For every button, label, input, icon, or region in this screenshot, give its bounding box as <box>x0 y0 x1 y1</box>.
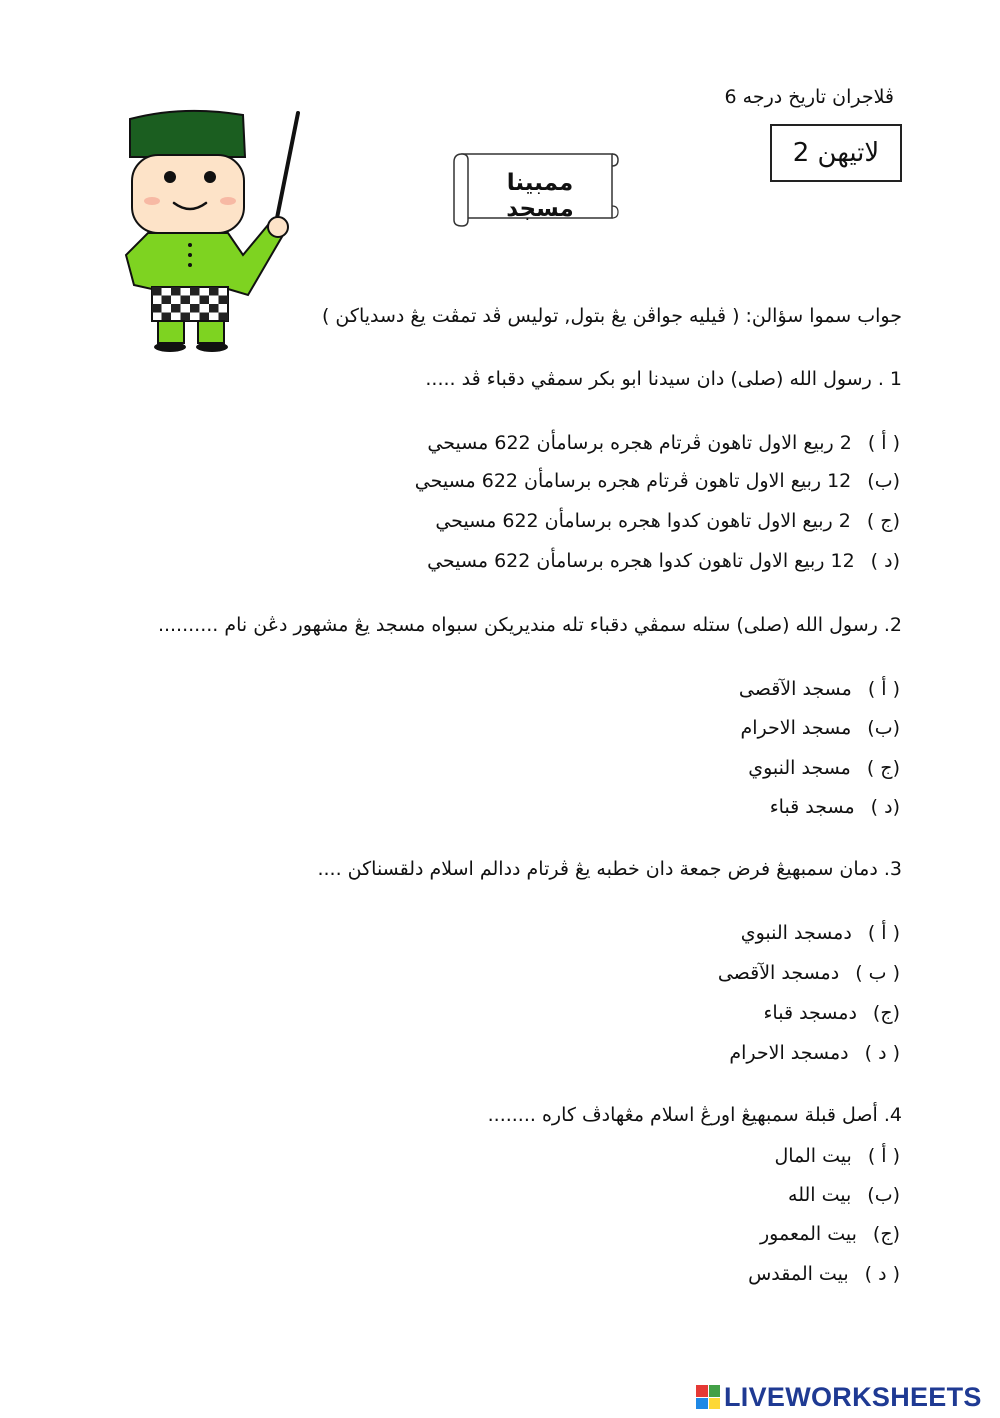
option-text: بيت المعمور <box>759 1223 857 1245</box>
q4-option-d[interactable] <box>748 1263 900 1285</box>
option-letter: ( أ ) <box>867 432 900 454</box>
option-text: بيت المقدس <box>748 1263 849 1285</box>
exercise-box: لاتيهن 2 <box>770 124 902 182</box>
option-text: دمسجد قباء <box>763 1002 857 1024</box>
option-text: مسجد الاحرام <box>740 717 852 739</box>
option-text: دمسجد النبوي <box>740 922 852 944</box>
option-text: مسجد الآقصى <box>738 678 852 700</box>
q4-option-b[interactable] <box>788 1184 900 1206</box>
logo-square-green <box>709 1385 721 1397</box>
liveworksheets-logo-icon <box>696 1385 720 1409</box>
q3-option-c[interactable] <box>764 1002 901 1024</box>
option-text: 2 ربيع الاول تاهون كدوا هجره برسامأن 622 مسيحي <box>435 510 851 532</box>
option-text: 12 ربيع الاول تاهون ڤرتام هجره برسامأن 622 مسيحي <box>414 470 852 492</box>
option-letter: (ب) <box>867 470 900 492</box>
option-text: دمسجد الاحرام <box>729 1042 849 1064</box>
q1-option-b[interactable] <box>415 470 900 492</box>
q1-option-d[interactable] <box>427 550 900 572</box>
teacher-illustration <box>118 105 308 355</box>
q3-option-a[interactable] <box>741 922 900 944</box>
page-title: ممبينا مسجد <box>506 170 574 222</box>
option-text: بيت المال <box>774 1145 852 1167</box>
option-letter: (د ) <box>870 796 900 818</box>
option-letter: ( أ ) <box>867 1145 900 1167</box>
option-letter: (ج ) <box>866 757 900 779</box>
q2-option-a[interactable] <box>739 678 900 700</box>
option-text: مسجد النبوي <box>748 757 851 779</box>
logo-square-red <box>696 1385 708 1397</box>
instruction-text: جواب سموا سؤالن: ( ڤيليه جواڤن يڠ بتول, توليس ڤد تمڤت يڠ دسدياكن ) <box>321 305 902 327</box>
option-letter: (د ) <box>870 550 900 572</box>
option-letter: ( أ ) <box>867 678 900 700</box>
q2-option-d[interactable] <box>770 796 900 818</box>
logo-square-yellow <box>709 1398 721 1410</box>
q2-option-b[interactable] <box>740 717 900 739</box>
option-text: بيت الله <box>788 1184 852 1206</box>
q3-option-b[interactable] <box>718 962 900 984</box>
option-letter: ( ب ) <box>855 962 900 984</box>
q4-option-a[interactable] <box>774 1145 900 1167</box>
option-letter: (ب) <box>867 1184 900 1206</box>
subject-grade-label: ڤلاجران تاريخ درجه 6 <box>724 86 894 108</box>
option-letter: (ج) <box>872 1002 900 1024</box>
option-text: مسجد قباء <box>769 796 855 818</box>
option-text: 12 ربيع الاول تاهون كدوا هجره برسامأن 622 مسيحي <box>427 550 855 572</box>
question-1: 1 . رسول الله (صلى) دان سيدنا ابو بكر سمڤي دقباء ڤد ..... <box>425 368 902 390</box>
question-3: 3. دمان سمبهيڠ فرض جمعة دان خطبه يڠ ڤرتام ددالم اسلام دلقسناكن .... <box>317 858 902 880</box>
option-letter: (ب) <box>867 717 900 739</box>
option-letter: ( د ) <box>864 1042 900 1064</box>
logo-square-blue <box>696 1398 708 1410</box>
option-letter: ( أ ) <box>867 922 900 944</box>
option-letter: (ج ) <box>866 510 900 532</box>
q4-option-c[interactable] <box>760 1223 900 1245</box>
option-letter: ( د ) <box>864 1263 900 1285</box>
option-text: دمسجد الآقصى <box>717 962 840 984</box>
q1-option-c[interactable] <box>435 510 900 532</box>
question-2: 2. رسول الله (صلى) ستله سمڤي دقباء تله منديريكن سبواه مسجد يڠ مشهور دڠن نام .......... <box>157 614 902 636</box>
q2-option-c[interactable] <box>748 757 900 779</box>
option-letter: (ج) <box>872 1223 900 1245</box>
liveworksheets-brand[interactable] <box>696 1381 982 1413</box>
q1-option-a[interactable] <box>427 432 900 454</box>
brand-name: LIVEWORKSHEETS <box>724 1381 982 1412</box>
question-4: 4. أصل قبلة سمبهيڠ اورڠ اسلام مڠهادڤ كاره ........ <box>487 1104 902 1126</box>
q3-option-d[interactable] <box>729 1042 900 1064</box>
option-text: 2 ربيع الاول تاهون ڤرتام هجره برسامأن 622 مسيحي <box>427 432 852 454</box>
